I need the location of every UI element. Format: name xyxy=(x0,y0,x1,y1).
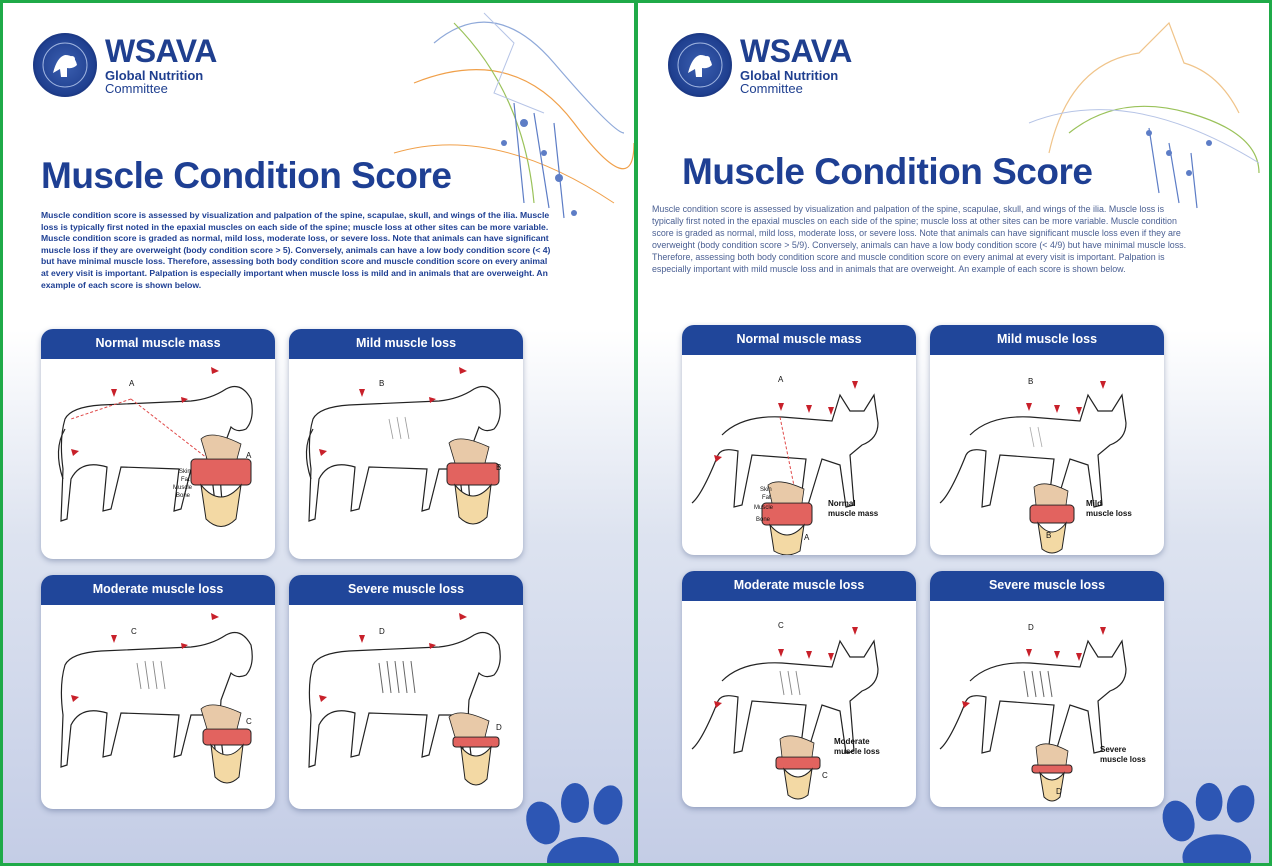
panel-caption xyxy=(834,737,880,757)
cat-illustration xyxy=(930,601,1164,807)
caption-line2: muscle mass xyxy=(828,509,879,518)
cat-illustration xyxy=(930,355,1164,555)
card-moderate-muscle-loss xyxy=(41,575,275,809)
card-severe-muscle-loss xyxy=(289,575,523,809)
caption-line1: Mild xyxy=(1086,499,1102,508)
card-normal-muscle-mass xyxy=(41,329,275,559)
card-mild-muscle-loss xyxy=(289,329,523,559)
layer-fat: Fat xyxy=(181,477,190,483)
cat-mcs-poster xyxy=(635,0,1272,866)
logo-line1: Global Nutrition xyxy=(740,68,839,83)
panel-letter: A xyxy=(804,533,810,542)
panel-letter: B xyxy=(1046,531,1052,540)
layer-skin: Skin xyxy=(179,469,191,475)
cat-illustration xyxy=(682,355,916,555)
panel-caption xyxy=(828,499,878,519)
dog-illustration xyxy=(289,605,523,809)
logo-line2: Committee xyxy=(105,81,168,96)
layer-skin: Skin xyxy=(760,487,772,493)
card-heading: Severe muscle loss xyxy=(930,571,1164,601)
logo-name: WSAVA xyxy=(740,33,852,69)
panel-letter: C xyxy=(822,771,828,780)
wsava-seal-icon xyxy=(668,33,732,97)
dog-illustration xyxy=(41,359,275,559)
card-heading: Normal muscle mass xyxy=(682,325,916,355)
card-normal-muscle-mass xyxy=(682,325,916,555)
card-heading: Moderate muscle loss xyxy=(41,575,275,605)
layer-muscle: Muscle xyxy=(173,485,193,491)
wsava-seal-icon xyxy=(33,33,97,97)
point-letter: A xyxy=(129,379,135,388)
wsava-logo xyxy=(33,33,217,97)
panel-letter: A xyxy=(246,451,252,460)
point-letter: A xyxy=(778,375,784,384)
paw-print-icon xyxy=(513,773,637,866)
card-heading: Severe muscle loss xyxy=(289,575,523,605)
panel-letter: C xyxy=(246,717,252,726)
caption-line1: Moderate xyxy=(834,737,870,746)
card-severe-muscle-loss xyxy=(930,571,1164,807)
point-letter: B xyxy=(379,379,385,388)
panel-letter: D xyxy=(496,723,502,732)
card-heading: Normal muscle mass xyxy=(41,329,275,359)
logo-line2: Committee xyxy=(740,81,803,96)
layer-bone: Bone xyxy=(176,493,191,499)
panel-caption xyxy=(1100,745,1146,765)
layer-muscle: Muscle xyxy=(754,505,774,511)
point-letter: D xyxy=(1028,623,1034,632)
point-letter: B xyxy=(1028,377,1034,386)
card-heading: Mild muscle loss xyxy=(930,325,1164,355)
card-heading: Mild muscle loss xyxy=(289,329,523,359)
card-heading: Moderate muscle loss xyxy=(682,571,916,601)
caption-line2: muscle loss xyxy=(1100,755,1146,764)
cat-illustration xyxy=(682,601,916,807)
caption-line1: Severe xyxy=(1100,745,1127,754)
poster-title: Muscle Condition Score xyxy=(682,151,1093,192)
point-letter: D xyxy=(379,627,385,636)
caption-line2: muscle loss xyxy=(1086,509,1132,518)
panel-letter: D xyxy=(1056,787,1062,796)
dog-illustration xyxy=(41,605,275,809)
caption-line2: muscle loss xyxy=(834,747,880,756)
poster-title: Muscle Condition Score xyxy=(41,155,452,196)
wsava-logo xyxy=(668,33,852,97)
dog-illustration xyxy=(289,359,523,559)
caption-line1: Normal xyxy=(828,499,856,508)
intro-paragraph: Muscle condition score is assessed by visualization and palpation of the spine, scapulae, skull, and wings of the ilia. Muscle loss is typically first noted in the epaxial muscles on each side of the spine; muscle loss at other sites can be more variable. Muscle condition score is graded as normal, mild loss, moderate loss, or severe loss. Note that animals can have significant muscle loss even if they are overweight (body condition score > 5/9). Conversely, animals can have a low body condition score (< 4/9) but have minimal muscle loss. Therefore, assessing both body condition score and muscle condition score on every animal at every visit is important. Palpation is especially important with mild muscle loss and in animals that are overweight. An example of each score is shown below. xyxy=(652,204,1187,274)
point-letter: C xyxy=(131,627,137,636)
card-moderate-muscle-loss xyxy=(682,571,916,807)
logo-line1: Global Nutrition xyxy=(105,68,204,83)
panel-letter: B xyxy=(496,463,502,472)
point-letter: C xyxy=(778,621,784,630)
logo-name: WSAVA xyxy=(105,33,217,69)
intro-paragraph: Muscle condition score is assessed by visualization and palpation of the spine, scapulae, skull, and wings of the ilia. Muscle loss is typically first noted in the epaxial muscles on each side of the spine; muscle loss at other sites can be more variable. Muscle condition score is graded as normal, mild loss, moderate loss, or severe loss. Note that animals can have significant muscle loss if they are overweight (body condition score > 5). Conversely, animals can have a low body condition score (< 4) but have minimal muscle loss. Therefore, assessing both body condition score and muscle condition score on every animal at every visit is important. Palpation is especially important when muscle loss is mild and in animals that are overweight. An example of each score is shown below. xyxy=(41,210,551,290)
card-mild-muscle-loss xyxy=(930,325,1164,555)
layer-fat: Fat xyxy=(762,495,771,501)
layer-bone: Bone xyxy=(756,517,771,523)
paw-print-icon xyxy=(1150,773,1272,866)
panel-caption xyxy=(1086,499,1132,519)
